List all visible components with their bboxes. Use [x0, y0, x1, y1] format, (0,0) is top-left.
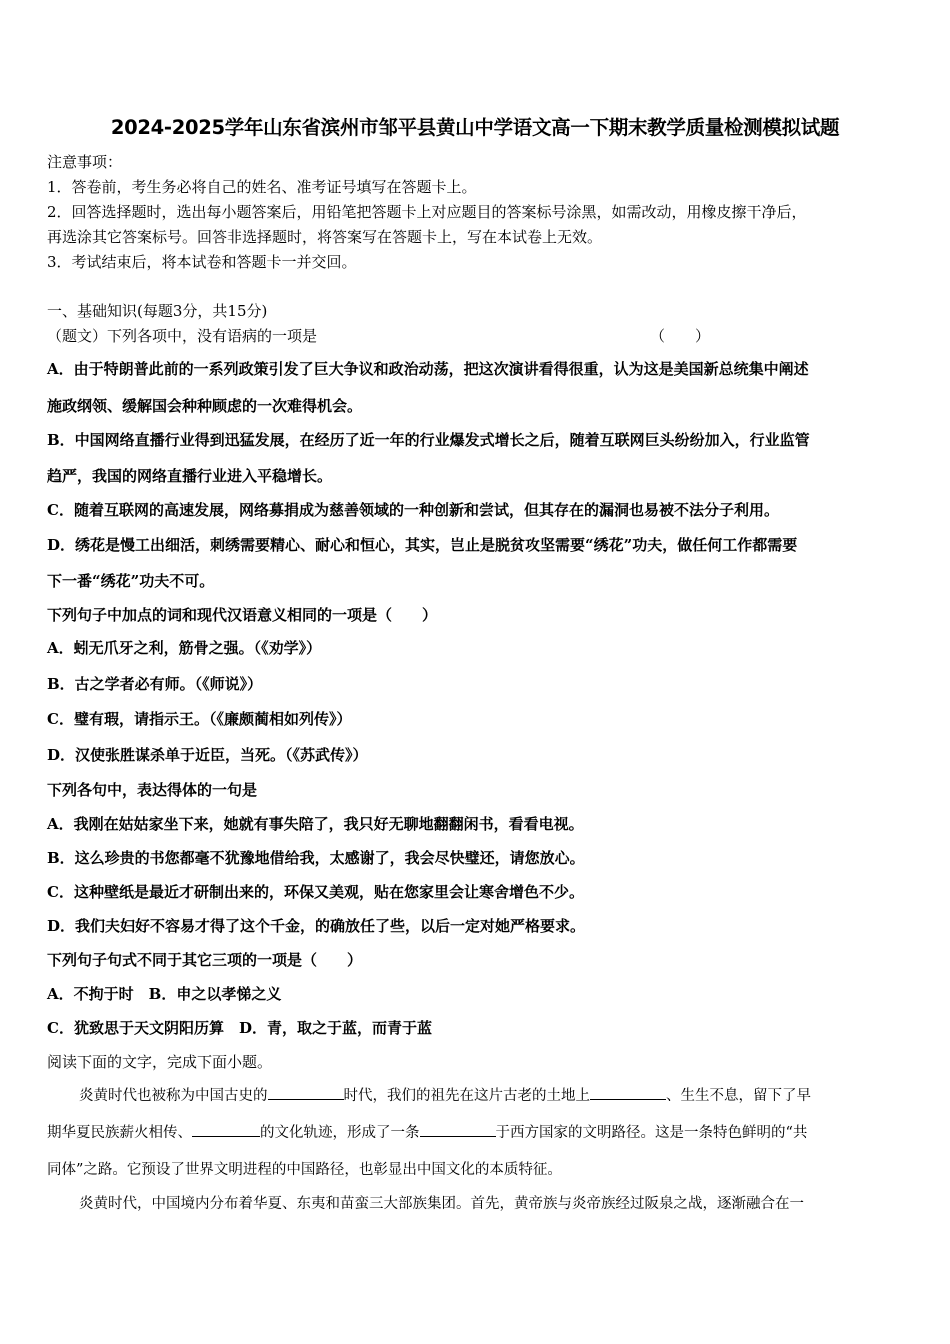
passage-text: 期华夏民族薪火相传、 — [47, 1125, 192, 1141]
option-a: A．我刚在姑姑家坐下来，她就有事失陪了，我只好无聊地翻翻闲书，看看电视。 — [47, 815, 584, 833]
options-cd: C．犹致思于天文阴阳历算 D．青，取之于蓝，而青于蓝 — [47, 1019, 432, 1037]
option-b-cont: 趋严，我国的网络直播行业进入平稳增长。 — [47, 467, 333, 485]
question-stem: 下列句子句式不同于其它三项的一项是（ ） — [47, 951, 363, 969]
passage-line — [47, 1160, 562, 1180]
option-a: A．由于特朗普此前的一系列政策引发了巨大争议和政治动荡，把这次演讲看得很重，认为这是美国新总统集中阐述 — [47, 360, 809, 378]
option-d-cont: 下一番“绣花”功夫不可。 — [47, 572, 215, 590]
passage-text: 的文化轨迹，形成了一条 — [260, 1125, 420, 1141]
notice-item: 3．考试结束后，将本试卷和答题卡一并交回。 — [47, 253, 357, 271]
notice-item: 1．答卷前，考生务必将自己的姓名、准考证号填写在答题卡上。 — [47, 178, 477, 196]
passage-text: 炎黄时代，中国境内分布着华夏、东夷和苗蛮三大部族集团。首先，黄帝族与炎帝族经过阪泉之战，逐渐融合在一 — [79, 1196, 804, 1212]
fill-blank[interactable] — [268, 1085, 344, 1100]
option-b: B．古之学者必有师。（《师说》） — [47, 675, 263, 693]
reading-intro: 阅读下面的文字，完成下面小题。 — [47, 1053, 273, 1071]
option-b: B．这么珍贵的书您都毫不犹豫地借给我，太感谢了，我会尽快璧还，请您放心。 — [47, 849, 585, 867]
fill-blank[interactable] — [420, 1122, 496, 1137]
passage-line — [79, 1194, 804, 1214]
option-a: A．蚓无爪牙之利，筋骨之强。（《劝学》） — [47, 639, 322, 657]
page-title: 2024-2025学年山东省滨州市邹平县黄山中学语文高一下期末教学质量检测模拟试题 — [110, 116, 840, 139]
question-stem: 下列句子中加点的词和现代汉语意义相同的一项是（ ） — [47, 606, 438, 624]
answer-paren: （ ） — [650, 327, 711, 345]
question-stem: 下列各句中，表达得体的一句是 — [47, 781, 258, 799]
options-ab: A．不拘于时 B．申之以孝悌之义 — [47, 985, 282, 1003]
option-c: C．随着互联网的高速发展，网络募捐成为慈善领域的一种创新和尝试，但其存在的漏洞也易被不法分子利用。 — [47, 501, 779, 519]
question-stem: （题文）下列各项中，没有语病的一项是 — [47, 327, 318, 345]
passage-text: 炎黄时代也被称为中国古史的 — [79, 1088, 268, 1104]
passage-text: 、生生不息，留下了早 — [666, 1088, 811, 1104]
notice-item: 2．回答选择题时，选出每小题答案后，用铅笔把答题卡上对应题目的答案标号涂黑，如需改动，用橡皮擦干净后， — [47, 203, 807, 221]
option-b: B．中国网络直播行业得到迅猛发展，在经历了近一年的行业爆发式增长之后，随着互联网巨头纷纷加入，行业监管 — [47, 431, 810, 449]
option-c: C．璧有瑕，请指示王。（《廉颇蔺相如列传》） — [47, 710, 352, 728]
notice-item: 再选涂其它答案标号。回答非选择题时，将答案写在答题卡上，写在本试卷上无效。 — [47, 228, 603, 246]
passage-line — [79, 1085, 811, 1106]
passage-text: 于西方国家的文明路径。这是一条特色鲜明的“共 — [495, 1125, 808, 1141]
fill-blank[interactable] — [590, 1085, 666, 1100]
option-d: D．绣花是慢工出细活，刺绣需要精心、耐心和恒心，其实，岂止是脱贫攻坚需要“绣花”功夫，做任何工作都需要 — [47, 536, 798, 554]
option-c: C．这种壁纸是最近才研制出来的，环保又美观，贴在您家里会让寒舍增色不少。 — [47, 883, 584, 901]
notice-heading: 注意事项： — [47, 153, 123, 171]
fill-blank[interactable] — [192, 1122, 260, 1137]
option-d: D．汉使张胜谋杀单于近臣，当死。（《苏武传》） — [47, 746, 368, 764]
option-d: D．我们夫妇好不容易才得了这个千金，的确放任了些，以后一定对她严格要求。 — [47, 917, 586, 935]
passage-text: 同体”之路。它预设了世界文明进程的中国路径，也彰显出中国文化的本质特征。 — [47, 1162, 562, 1178]
reading-passage — [47, 1085, 905, 1185]
passage-text: 时代，我们的祖先在这片古老的土地上 — [343, 1088, 590, 1104]
option-a-cont: 施政纲领、缓解国会种种顾虑的一次难得机会。 — [47, 397, 363, 415]
passage-line — [47, 1122, 807, 1143]
section-heading: 一、基础知识(每题3分，共15分) — [47, 302, 268, 320]
reading-passage-2 — [47, 1194, 905, 1214]
